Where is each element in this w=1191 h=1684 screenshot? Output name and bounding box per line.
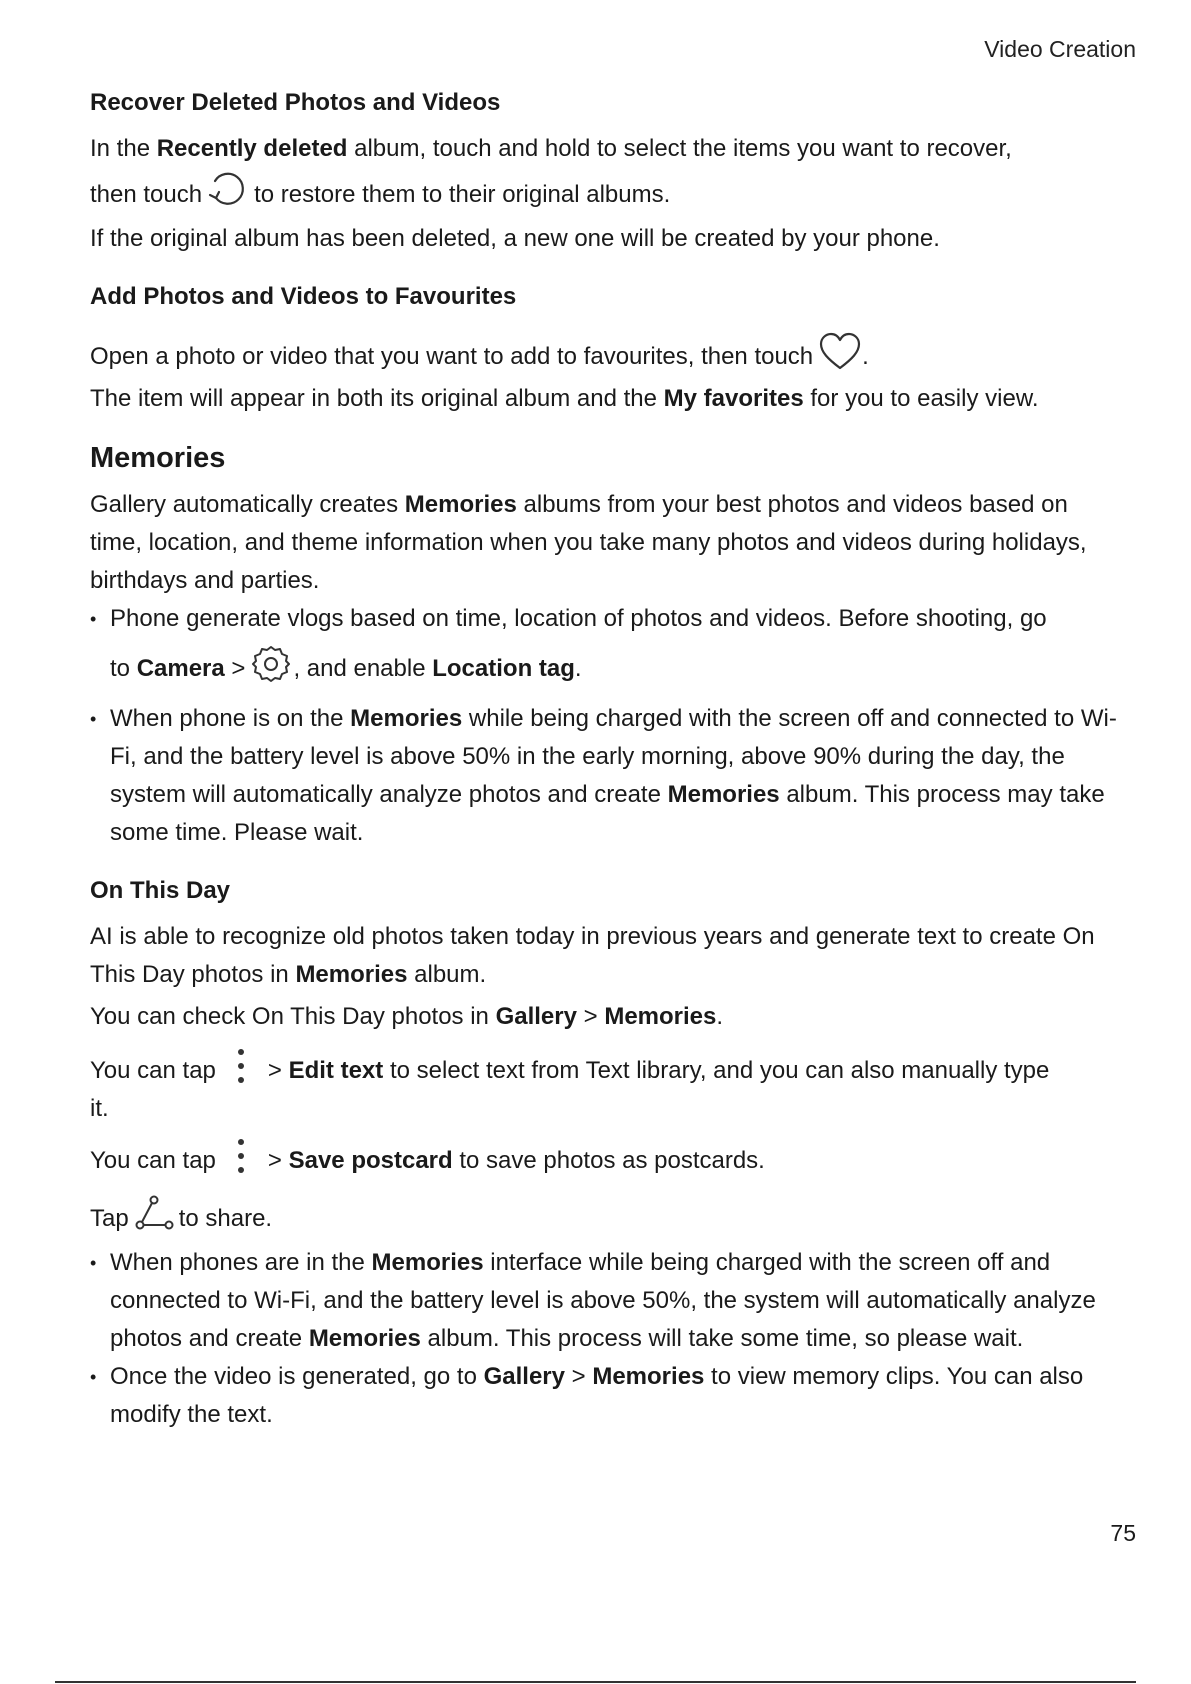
- on-this-day-heading: On This Day: [90, 877, 231, 904]
- favourites-paragraph-2: The item will appear in both its original album and the My favorites for you to easily view.: [90, 385, 1039, 412]
- share-icon: [134, 1194, 174, 1234]
- favourites-paragraph-1: Open a photo or video that you want to add to favourites, then touch .: [90, 326, 1120, 388]
- gear-icon: [251, 644, 291, 684]
- recover-paragraph-3: If the original album has been deleted, a new one will be created by your phone.: [90, 225, 940, 252]
- on-this-day-paragraph-3-cont: it.: [90, 1095, 109, 1122]
- restore-icon: [207, 168, 249, 210]
- memories-list: [90, 600, 1120, 852]
- memories-heading: Memories: [90, 442, 226, 474]
- on-this-day-paragraph-2: You can check On This Day photos in Gallery > Memories.: [90, 1003, 724, 1030]
- page-content: [90, 84, 1120, 1434]
- list-item: • When phone is on the Memories while being charged with the screen off and connected to Wi-Fi, and the battery level is above 50% in the early morning, above 90% during the day, the system will automatically analyze photos and create Memories album. This process may take some time. Please wait.: [90, 700, 1120, 852]
- page-number: 75: [1110, 1520, 1136, 1546]
- on-this-day-paragraph-3: You can tap > Edit text to select text from Text library, and you can also manually type: [90, 1040, 1120, 1102]
- footer-divider: [55, 1681, 1136, 1683]
- recover-paragraph-2: then touch to restore them to their original albums.: [90, 164, 1120, 226]
- on-this-day-list: [90, 1244, 1120, 1434]
- on-this-day-paragraph-4: You can tap > Save postcard to save photos as postcards.: [90, 1130, 1120, 1192]
- memories-intro: Gallery automatically creates Memories albums from your best photos and videos based on time, location, and theme information when you take many photos and videos during holidays, birthdays and parties.: [90, 491, 1087, 594]
- more-options-icon: [236, 1136, 246, 1176]
- favourites-heading: Add Photos and Videos to Favourites: [90, 283, 517, 310]
- list-item: • Once the video is generated, go to Gallery > Memories to view memory clips. You can also modify the text.: [90, 1358, 1120, 1434]
- heart-icon: [818, 332, 862, 372]
- running-header: Video Creation: [984, 36, 1136, 62]
- on-this-day-paragraph-5: Tap to share.: [90, 1188, 1120, 1250]
- list-item: • When phones are in the Memories interface while being charged with the screen off and connected to Wi-Fi, and the battery level is above 50%, the system will automatically analyze photos and create Memories album. This process will take some time, so please wait.: [90, 1244, 1120, 1358]
- recover-paragraph-1: In the Recently deleted album, touch and hold to select the items you want to recover,: [90, 135, 1012, 162]
- recover-heading: Recover Deleted Photos and Videos: [90, 89, 501, 116]
- more-options-icon: [236, 1046, 246, 1086]
- list-item: • Phone generate vlogs based on time, location of photos and videos. Before shooting, go to Camera > , and enable Location tag.: [90, 600, 1120, 700]
- on-this-day-paragraph-1: AI is able to recognize old photos taken today in previous years and generate text to create On This Day photos in Memories album.: [90, 923, 1095, 988]
